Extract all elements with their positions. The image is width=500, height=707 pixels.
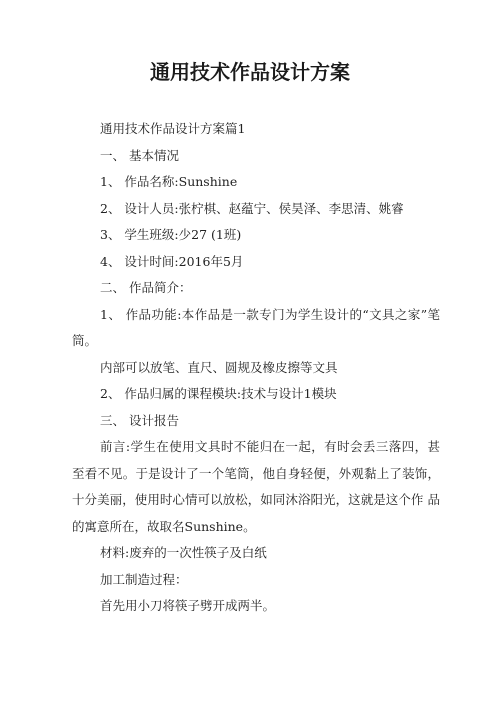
text-line-item-name: 1、 作品名称:Sunshine xyxy=(100,174,238,189)
text-line-item-designers: 2、 设计人员:张柠棋、赵蕴宁、侯昊泽、李思清、姚睿 xyxy=(100,200,404,216)
document-body xyxy=(72,116,440,620)
text-line-section-2: 二、 作品简介： xyxy=(100,280,192,295)
text-line-item-date: 4、 设计时间:2016年5月 xyxy=(100,253,244,269)
document-title: 通用技术作品设计方案 xyxy=(150,60,350,84)
text-line-section-3: 三、 设计报告 xyxy=(100,412,179,428)
text-line-process-heading: 加工制造过程： xyxy=(100,571,188,587)
text-paragraph-function: 1、 作品功能:本作品是一款专门为学生设计的“文具之家”笔筒。 xyxy=(72,306,440,348)
text-line-item-class: 3、 学生班级:少27 (1班) xyxy=(100,227,242,242)
text-line-subtitle: 通用技术作品设计方案篇1 xyxy=(100,121,246,136)
text-line-contents: 内部可以放笔、直尺、圆规及橡皮擦等文具 xyxy=(100,359,338,375)
text-paragraph-preface: 前言:学生在使用文具时不能归在一起，有时会丢三落四，甚至看不见。于是设计了一个笔筒，他自身轻便，外观黏上了装饰， 十分美丽，使用时心情可以放松，如同沐浴阳光，这就是这个作 品的寓意所在，故取名Sunshine。 xyxy=(72,439,440,534)
text-line-section-1: 一、 基本情况 xyxy=(100,147,179,163)
text-line-materials: 材料:废弃的一次性筷子及白纸 xyxy=(100,545,267,560)
text-line-module: 2、 作品归属的课程模块:技术与设计1模块 xyxy=(100,386,337,401)
text-line-step-1: 首先用小刀将筷子劈开成两半。 xyxy=(100,598,276,613)
